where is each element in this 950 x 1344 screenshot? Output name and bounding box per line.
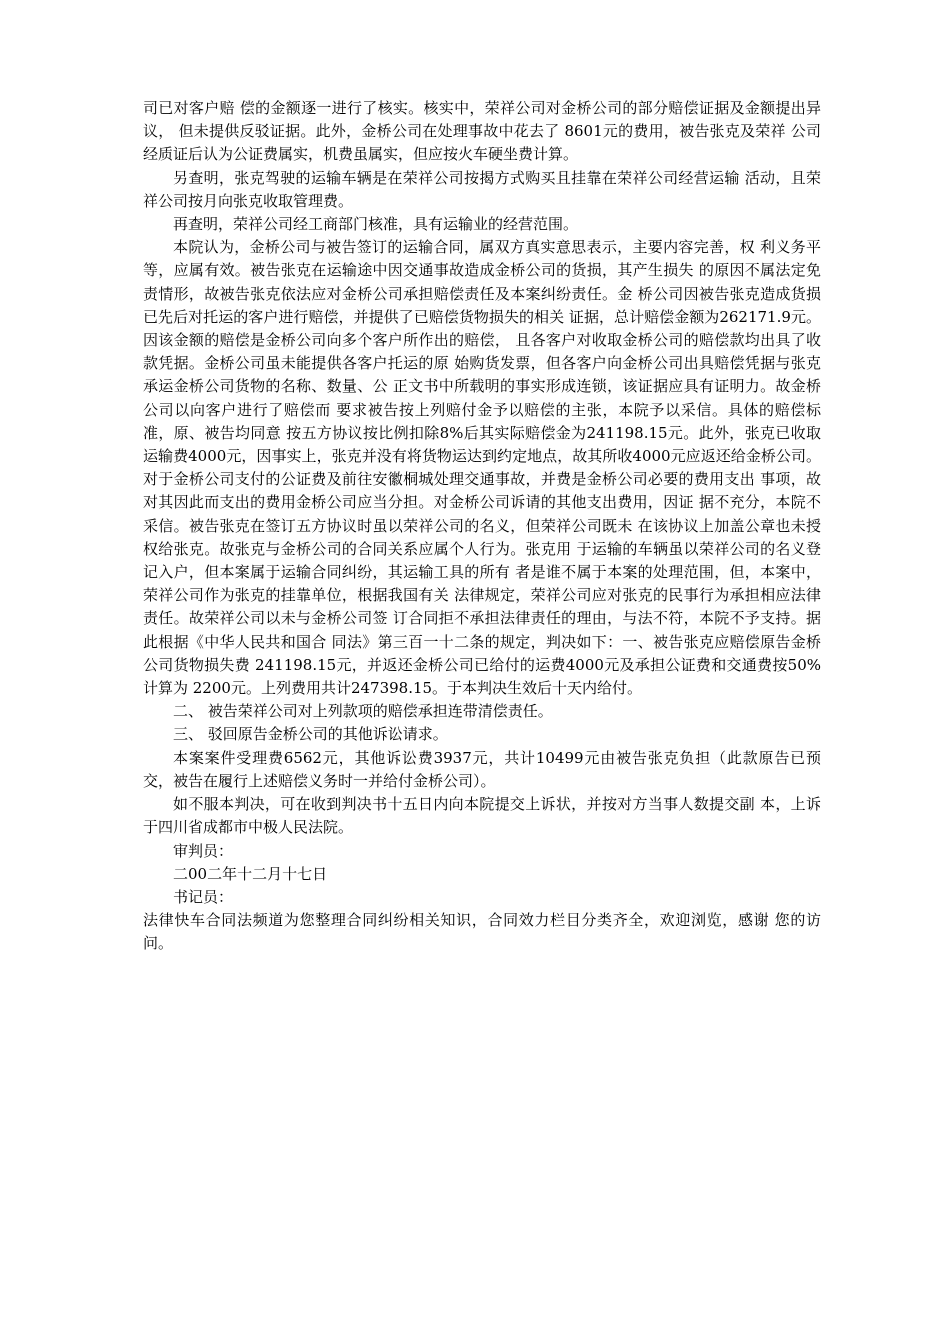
paragraph-court-opinion: 本院认为，金桥公司与被告签订的运输合同，属双方真实意思表示，主要内容完善，权 利义务平等，应属有效。被告张克在运输途中因交通事故造成金桥公司的货损，其产生损失 的原因不属法定免责情形，故被告张克依法应对金桥公司承担赔偿责任及本案纠纷责任。金 桥公司因被告张克造成货损已先后对托运的客户进行赔偿，并提供了已赔偿货物损失的相关 证据，总计赔偿金额为262171.9元。因该金额的赔偿是金桥公司向多个客户所作出的赔偿， 且各客户对收取金桥公司的赔偿款均出具了收款凭据。金桥公司虽未能提供各客户托运的原 始购货发票，但各客户向金桥公司出具赔偿凭据与张克承运金桥公司货物的名称、数量、公 正文书中所载明的事实形成连锁，该证据应具有证明力。故金桥公司以向客户进行了赔偿而 要求被告按上列赔付金予以赔偿的主张，本院予以采信。具体的赔偿标准，原、被告均同意 按五方协议按比例扣除8%后其实际赔偿金为241198.15元。此外，张克已收取运输费4000元，因事实上，张克并没有将货物运达到约定地点，故其所收4000元应返还给金桥公司。 对于金桥公司支付的公证费及前往安徽桐城处理交通事故，并费是金桥公司必要的费用支出 事项，故对其因此而支出的费用金桥公司应当分担。对金桥公司诉请的其他支出费用，因证 据不充分，本院不采信。被告张克在签订五方协议时虽以荣祥公司的名义，但荣祥公司既未 在该协议上加盖公章也未授权给张克。故张克与金桥公司的合同关系应属个人行为。张克用 于运输的车辆虽以荣祥公司的名义登记入户，但本案属于运输合同纠纷，其运输工具的所有 者是谁不属于本案的处理范围，但，本案中，荣祥公司作为张克的挂靠单位，根据我国有关 法律规定，荣祥公司应对张克的民事行为承担相应法律责任。故荣祥公司以未与金桥公司签 订合同拒不承担法律责任的理由，与法不符，本院不予支持。据此根据《中华人民共和国合 同法》第三百一十二条的规定，判决如下：一、被告张克应赔偿原告金桥公司货物损失费 241198.15元，并返还金桥公司已给付的运费4000元及承担公证费和交通费按50%计算为 2200元。上列费用共计247398.15。于本判决生效后十天内给付。 xyxy=(143,238,821,698)
paragraph-case-fees: 本案案件受理费6562元，其他诉讼费3937元，共计10499元由被告张克负担（此款原告已预交，被告在履行上述赔偿义务时一并给付金桥公司）。 xyxy=(143,748,821,790)
paragraph-business-scope: 再查明，荣祥公司经工商部门核准，具有运输业的经营范围。 xyxy=(173,215,579,234)
clerk-signature-line: 书记员： xyxy=(173,887,234,906)
judge-signature-line: 审判员： xyxy=(173,841,234,860)
paragraph-judgment-item-2: 二、 被告荣祥公司对上列款项的赔偿承担连带清偿责任。 xyxy=(173,702,553,721)
document-body xyxy=(143,97,821,956)
paragraph-judgment-item-3: 三、 驳回原告金桥公司的其他诉讼请求。 xyxy=(173,725,448,744)
judgment-date: 二00二年十二月十七日 xyxy=(173,864,328,883)
paragraph-appeal-notice: 如不服本判决，可在收到判决书十五日内向本院提交上诉状，并按对方当事人数提交副 本，上诉于四川省成都市中极人民法院。 xyxy=(143,795,821,837)
paragraph-verification: 司已对客户赔 偿的金额逐一进行了核实。核实中，荣祥公司对金桥公司的部分赔偿证据及金额提出异议， 但未提供反驳证据。此外，金桥公司在处理事故中花去了 8601元的费用，被告张克及荣祥 公司经质证后认为公证费属实，机费虽属实，但应按火车硬坐费计算。 xyxy=(143,99,821,164)
footer-note: 法律快车合同法频道为您整理合同纠纷相关知识，合同效力栏目分类齐全，欢迎浏览，感谢 您的访问。 xyxy=(143,911,821,953)
paragraph-vehicle-finding: 另查明，张克驾驶的运输车辆是在荣祥公司按揭方式购买且挂靠在荣祥公司经营运输 活动，且荣祥公司按月向张克收取管理费。 xyxy=(143,168,821,210)
